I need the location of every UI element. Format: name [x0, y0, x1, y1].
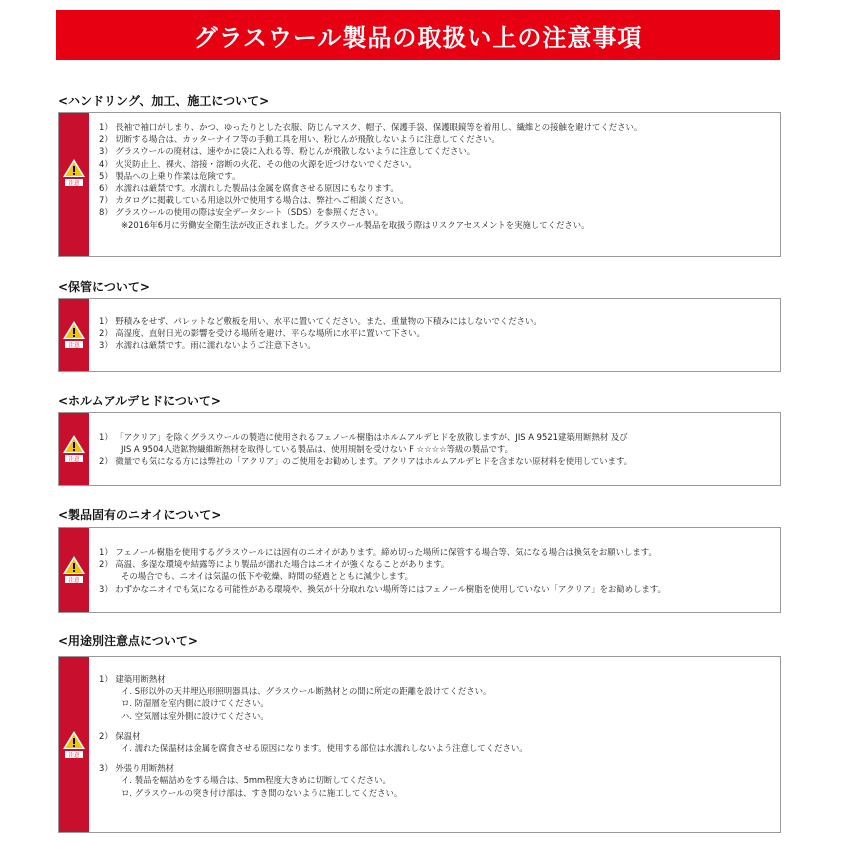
section-box-odor	[58, 527, 781, 613]
list-item: 1） 「アクリア」を除くグラスウールの製造に使用されるフェノール樹脂はホルムアルデヒドを放散しますが、JIS A 9521建築用断熱材 及び	[99, 432, 628, 442]
section-title-formaldehyde: <ホルムアルデヒドについて>	[58, 394, 221, 408]
section-content-odor	[99, 546, 774, 595]
warning-icon	[62, 319, 86, 349]
list-item: 5） 製品への上乗り作業は危険です。	[99, 170, 241, 181]
section-title-storage: <保管について>	[58, 280, 150, 294]
warning-icon	[62, 729, 86, 759]
group-heading: 3） 外張り用断熱材	[99, 763, 174, 774]
list-item: 6） 水濡れは厳禁です。水濡れした製品は金属を腐食させる原因にもなります。	[99, 183, 399, 194]
section-box-handling	[58, 112, 781, 257]
list-item: 1） 野積みをせず、パレットなど敷板を用い、水平に置いてください。また、重量物の下積みにはしないでください。	[99, 316, 542, 326]
group-item: イ. S形以外の天井埋込形照明器具は、グラスウール断熱材との間に所定の距離を設けてください。	[121, 686, 492, 697]
title-banner	[56, 10, 780, 60]
warning-label: 注意	[68, 578, 80, 584]
list-item-continuation: JIS A 9504人造鉱物繊維断熱材を取得している製品は、使用規制を受けない F ☆☆☆☆等級の製品です。	[121, 444, 513, 455]
list-item: 4） 火災防止上、裸火、溶接・溶断の火花、その他の火源を近づけないでください。	[99, 158, 417, 169]
group-item: ハ. 空気層は室外側に設けてください。	[121, 710, 269, 721]
group-item: イ. 濡れた保温材は金属を腐食させる原因になります。使用する部位は水濡れしないよう注意してください。	[121, 743, 528, 754]
warning-label: 注意	[68, 181, 80, 187]
warning-strip	[59, 657, 89, 832]
list-item: 7） カタログに掲載している用途以外で使用する場合は、弊社へご相談ください。	[99, 195, 409, 206]
group-item: ロ. グラスウールの突き付け部は、すき間のないように施工してください。	[121, 787, 403, 798]
list-item: 2） 切断する場合は、カッターナイフ等の手動工具を用い、粉じんが飛散しないように注意してください。	[99, 134, 500, 145]
section-title-usage: <用途別注意点について>	[58, 634, 198, 648]
list-item-continuation: その場合でも、ニオイは気温の低下や乾燥、時間の経過とともに減少します。	[121, 571, 414, 582]
warning-label: 注意	[68, 343, 80, 349]
group-item: ロ. 防湿層を室内側に設けてください。	[121, 698, 269, 709]
warning-strip	[59, 299, 89, 371]
warning-label: 注意	[68, 753, 80, 759]
section-title-handling: <ハンドリング、加工、施工について>	[58, 94, 270, 108]
warning-strip	[59, 528, 89, 612]
list-item: 2） 微量でも気になる方には弊社の「アクリア」のご使用をお勧めします。アクリアはホルムアルデヒドを含まない原材料を使用しています。	[99, 456, 633, 467]
group-item: イ. 製品を幅詰めをする場合は、5mm程度大きめに切断してください。	[121, 775, 391, 786]
list-item: 1） 長袖で袖口がしまり、かつ、ゆったりとした衣服、防じんマスク、帽子、保護手袋、保護眼鏡等を着用し、繊維との接触を避けてください。	[99, 122, 643, 132]
section-content-formaldehyde	[99, 431, 774, 468]
list-item: 3） わずかなニオイでも気になる可能性がある環境や、換気が十分取れない場所等にはフェノール樹脂を使用していない「アクリア」をお勧めします。	[99, 583, 666, 594]
warning-icon	[62, 157, 86, 187]
list-item: 2） 高湿度、直射日光の影響を受ける場所を避け、平らな場所に水平に置いて下さい。	[99, 328, 425, 339]
section-box-formaldehyde	[58, 412, 781, 486]
warning-label: 注意	[68, 457, 80, 463]
section-content-usage	[99, 673, 774, 799]
list-item: 2） 高温、多湿な環境や結露等により製品が濡れた場合はニオイが強くなることがあります。	[99, 559, 450, 570]
group-heading: 2） 保温材	[99, 730, 141, 741]
list-item: 8） グラスウールの使用の際は安全データシート（SDS）を参照ください。	[99, 207, 384, 218]
list-item: 3） グラスウールの廃材は、速やかに袋に入れる等、粉じんが飛散しないように注意してください。	[99, 146, 476, 157]
section-box-storage	[58, 298, 781, 372]
section-content-handling	[99, 121, 774, 231]
warning-strip	[59, 413, 89, 485]
note-item: ※2016年6月に労働安全衛生法が改正されました。グラスウール製品を取扱う際はリスクアセスメントを実施してください。	[121, 219, 590, 230]
page-title: グラスウール製品の取扱い上の注意事項	[193, 23, 643, 52]
section-box-usage	[58, 656, 781, 833]
list-item: 3） 水濡れは厳禁です。雨に濡れないようご注意下さい。	[99, 340, 316, 351]
section-title-odor: <製品固有のニオイについて>	[58, 508, 222, 522]
list-item: 1） フェノール樹脂を使用するグラスウールには固有のニオイがあります。締め切った場所に保管する場合等、気になる場合は換気をお願いします。	[99, 547, 657, 557]
warning-icon	[62, 433, 86, 463]
warning-icon	[62, 554, 86, 584]
warning-strip	[59, 113, 89, 256]
group-heading: 1） 建築用断熱材	[99, 674, 166, 684]
section-content-storage	[99, 315, 774, 352]
